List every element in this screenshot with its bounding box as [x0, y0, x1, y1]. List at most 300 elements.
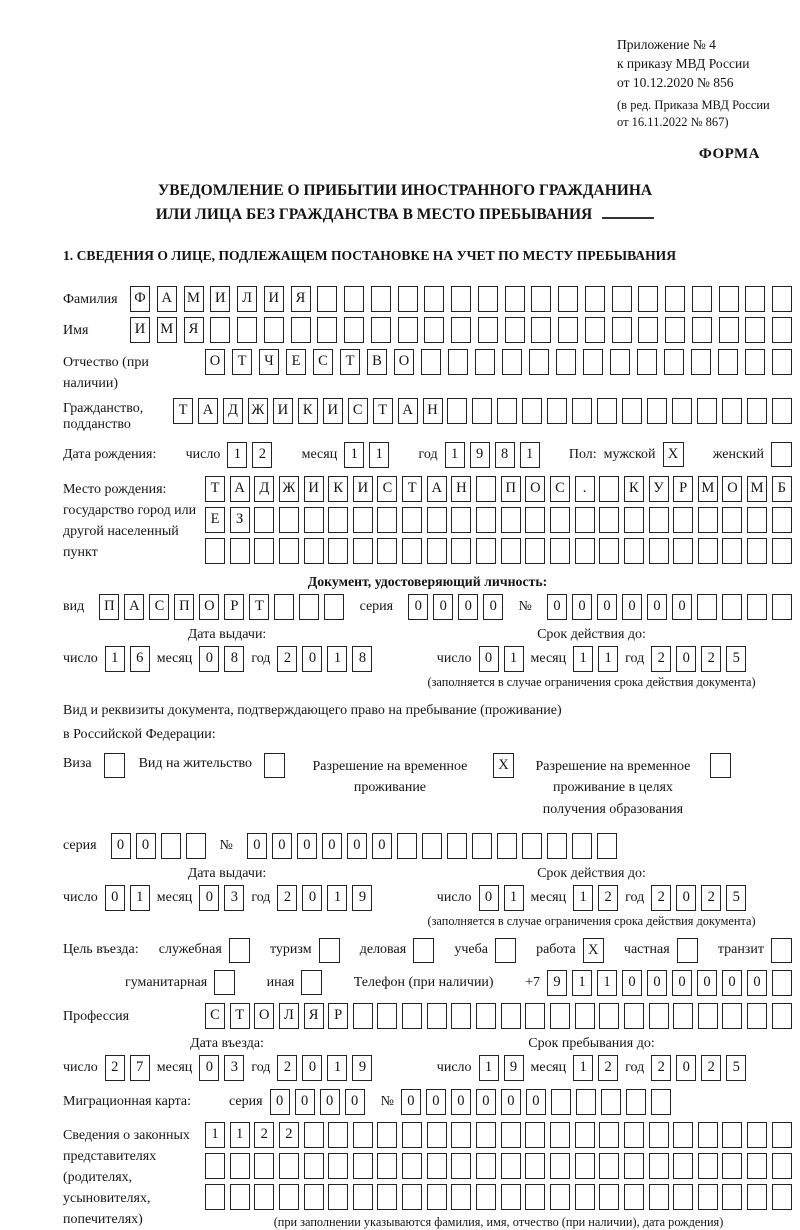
- char-cell[interactable]: [575, 1184, 595, 1210]
- char-cell[interactable]: [353, 1153, 373, 1179]
- char-cell[interactable]: 8: [352, 646, 372, 672]
- char-cell[interactable]: 0: [572, 594, 592, 620]
- char-cell[interactable]: 0: [111, 833, 131, 859]
- purpose-other-checkbox[interactable]: [301, 970, 322, 995]
- char-cell[interactable]: Т: [205, 476, 225, 502]
- char-cell[interactable]: [230, 1153, 250, 1179]
- char-cell[interactable]: И: [210, 286, 230, 312]
- char-cell[interactable]: [427, 1153, 447, 1179]
- char-cell[interactable]: .: [575, 476, 595, 502]
- char-cell[interactable]: [501, 1153, 521, 1179]
- char-cell[interactable]: 1: [327, 885, 347, 911]
- char-cell[interactable]: 0: [199, 646, 219, 672]
- char-cell[interactable]: А: [230, 476, 250, 502]
- char-cell[interactable]: 0: [622, 594, 642, 620]
- char-cell[interactable]: [747, 538, 767, 564]
- char-cell[interactable]: [497, 833, 517, 859]
- char-cell[interactable]: О: [254, 1003, 274, 1029]
- char-cell[interactable]: 0: [722, 970, 742, 996]
- char-cell[interactable]: [398, 286, 418, 312]
- char-cell[interactable]: 0: [597, 594, 617, 620]
- purpose-business-checkbox[interactable]: [413, 938, 434, 963]
- char-cell[interactable]: [722, 1122, 742, 1148]
- char-cell[interactable]: 9: [352, 885, 372, 911]
- char-cell[interactable]: 0: [401, 1089, 421, 1115]
- char-cell[interactable]: [575, 1122, 595, 1148]
- char-cell[interactable]: [501, 1184, 521, 1210]
- char-cell[interactable]: [597, 398, 617, 424]
- char-cell[interactable]: [476, 507, 496, 533]
- char-cell[interactable]: [497, 398, 517, 424]
- char-cell[interactable]: [638, 286, 658, 312]
- char-cell[interactable]: [317, 286, 337, 312]
- char-cell[interactable]: Н: [423, 398, 443, 424]
- char-cell[interactable]: [572, 833, 592, 859]
- char-cell[interactable]: [722, 594, 742, 620]
- char-cell[interactable]: [747, 507, 767, 533]
- char-cell[interactable]: [665, 286, 685, 312]
- char-cell[interactable]: 9: [547, 970, 567, 996]
- char-cell[interactable]: [624, 1184, 644, 1210]
- char-cell[interactable]: 0: [433, 594, 453, 620]
- char-cell[interactable]: 9: [352, 1055, 372, 1081]
- char-cell[interactable]: [427, 1184, 447, 1210]
- char-cell[interactable]: [747, 1003, 767, 1029]
- char-cell[interactable]: [264, 317, 284, 343]
- char-cell[interactable]: З: [230, 507, 250, 533]
- char-cell[interactable]: [612, 317, 632, 343]
- char-cell[interactable]: [451, 286, 471, 312]
- char-cell[interactable]: [451, 507, 471, 533]
- char-cell[interactable]: Ч: [259, 349, 279, 375]
- char-cell[interactable]: 2: [277, 1055, 297, 1081]
- char-cell[interactable]: 2: [598, 885, 618, 911]
- char-cell[interactable]: [424, 286, 444, 312]
- char-cell[interactable]: [745, 286, 765, 312]
- char-cell[interactable]: [377, 1122, 397, 1148]
- char-cell[interactable]: [254, 1184, 274, 1210]
- char-cell[interactable]: [421, 349, 441, 375]
- char-cell[interactable]: [447, 398, 467, 424]
- char-cell[interactable]: [772, 1003, 792, 1029]
- char-cell[interactable]: [531, 317, 551, 343]
- char-cell[interactable]: [665, 317, 685, 343]
- char-cell[interactable]: 2: [105, 1055, 125, 1081]
- char-cell[interactable]: 1: [130, 885, 150, 911]
- char-cell[interactable]: [371, 286, 391, 312]
- char-cell[interactable]: 0: [676, 1055, 696, 1081]
- char-cell[interactable]: [475, 349, 495, 375]
- char-cell[interactable]: [476, 1122, 496, 1148]
- char-cell[interactable]: [230, 538, 250, 564]
- char-cell[interactable]: [772, 286, 792, 312]
- char-cell[interactable]: [448, 349, 468, 375]
- char-cell[interactable]: 3: [224, 885, 244, 911]
- char-cell[interactable]: [279, 507, 299, 533]
- char-cell[interactable]: [747, 398, 767, 424]
- char-cell[interactable]: [451, 1184, 471, 1210]
- char-cell[interactable]: [697, 594, 717, 620]
- char-cell[interactable]: [353, 1184, 373, 1210]
- char-cell[interactable]: Я: [304, 1003, 324, 1029]
- char-cell[interactable]: [601, 1089, 621, 1115]
- char-cell[interactable]: [624, 538, 644, 564]
- char-cell[interactable]: [599, 538, 619, 564]
- char-cell[interactable]: 0: [136, 833, 156, 859]
- char-cell[interactable]: 0: [295, 1089, 315, 1115]
- char-cell[interactable]: 1: [504, 885, 524, 911]
- char-cell[interactable]: 6: [130, 646, 150, 672]
- char-cell[interactable]: 2: [598, 1055, 618, 1081]
- char-cell[interactable]: [529, 349, 549, 375]
- char-cell[interactable]: [575, 1153, 595, 1179]
- char-cell[interactable]: Ф: [130, 286, 150, 312]
- char-cell[interactable]: [649, 1184, 669, 1210]
- char-cell[interactable]: С: [348, 398, 368, 424]
- char-cell[interactable]: М: [184, 286, 204, 312]
- char-cell[interactable]: И: [323, 398, 343, 424]
- char-cell[interactable]: [328, 1153, 348, 1179]
- char-cell[interactable]: 0: [247, 833, 267, 859]
- char-cell[interactable]: 8: [495, 442, 515, 468]
- char-cell[interactable]: [476, 1003, 496, 1029]
- char-cell[interactable]: [210, 317, 230, 343]
- char-cell[interactable]: 1: [598, 646, 618, 672]
- char-cell[interactable]: [550, 1184, 570, 1210]
- char-cell[interactable]: 0: [476, 1089, 496, 1115]
- char-cell[interactable]: 1: [573, 1055, 593, 1081]
- char-cell[interactable]: [572, 398, 592, 424]
- char-cell[interactable]: [279, 1153, 299, 1179]
- char-cell[interactable]: У: [649, 476, 669, 502]
- char-cell[interactable]: 0: [302, 1055, 322, 1081]
- char-cell[interactable]: 1: [479, 1055, 499, 1081]
- char-cell[interactable]: [585, 286, 605, 312]
- char-cell[interactable]: 1: [327, 646, 347, 672]
- char-cell[interactable]: [476, 1184, 496, 1210]
- char-cell[interactable]: 0: [426, 1089, 446, 1115]
- char-cell[interactable]: [274, 594, 294, 620]
- sex-male-checkbox[interactable]: X: [663, 442, 684, 467]
- char-cell[interactable]: 0: [501, 1089, 521, 1115]
- char-cell[interactable]: [476, 476, 496, 502]
- char-cell[interactable]: М: [157, 317, 177, 343]
- char-cell[interactable]: [279, 538, 299, 564]
- char-cell[interactable]: К: [328, 476, 348, 502]
- char-cell[interactable]: [317, 317, 337, 343]
- char-cell[interactable]: И: [273, 398, 293, 424]
- char-cell[interactable]: 2: [651, 646, 671, 672]
- char-cell[interactable]: [451, 1153, 471, 1179]
- char-cell[interactable]: [505, 286, 525, 312]
- char-cell[interactable]: [772, 317, 792, 343]
- char-cell[interactable]: [422, 833, 442, 859]
- char-cell[interactable]: [649, 538, 669, 564]
- char-cell[interactable]: [205, 538, 225, 564]
- char-cell[interactable]: 2: [701, 1055, 721, 1081]
- char-cell[interactable]: [478, 317, 498, 343]
- char-cell[interactable]: П: [174, 594, 194, 620]
- char-cell[interactable]: [673, 538, 693, 564]
- char-cell[interactable]: [377, 538, 397, 564]
- char-cell[interactable]: [501, 538, 521, 564]
- char-cell[interactable]: Л: [237, 286, 257, 312]
- char-cell[interactable]: [377, 507, 397, 533]
- char-cell[interactable]: С: [313, 349, 333, 375]
- char-cell[interactable]: Т: [232, 349, 252, 375]
- char-cell[interactable]: [254, 507, 274, 533]
- char-cell[interactable]: Н: [451, 476, 471, 502]
- char-cell[interactable]: [427, 1122, 447, 1148]
- char-cell[interactable]: 0: [672, 970, 692, 996]
- char-cell[interactable]: [664, 349, 684, 375]
- char-cell[interactable]: 0: [676, 885, 696, 911]
- char-cell[interactable]: [638, 317, 658, 343]
- char-cell[interactable]: [525, 1153, 545, 1179]
- char-cell[interactable]: [575, 538, 595, 564]
- char-cell[interactable]: [697, 398, 717, 424]
- char-cell[interactable]: 2: [701, 646, 721, 672]
- char-cell[interactable]: [205, 1184, 225, 1210]
- char-cell[interactable]: 2: [701, 885, 721, 911]
- char-cell[interactable]: 9: [504, 1055, 524, 1081]
- char-cell[interactable]: [722, 398, 742, 424]
- char-cell[interactable]: [427, 507, 447, 533]
- char-cell[interactable]: [328, 507, 348, 533]
- char-cell[interactable]: Ж: [248, 398, 268, 424]
- char-cell[interactable]: 0: [302, 885, 322, 911]
- char-cell[interactable]: [698, 1153, 718, 1179]
- char-cell[interactable]: [772, 507, 792, 533]
- char-cell[interactable]: [556, 349, 576, 375]
- char-cell[interactable]: [402, 1122, 422, 1148]
- char-cell[interactable]: [451, 317, 471, 343]
- char-cell[interactable]: [427, 538, 447, 564]
- temp-residence-education-checkbox[interactable]: [710, 753, 731, 778]
- char-cell[interactable]: 7: [130, 1055, 150, 1081]
- char-cell[interactable]: 1: [369, 442, 389, 468]
- char-cell[interactable]: 0: [105, 885, 125, 911]
- char-cell[interactable]: 5: [726, 646, 746, 672]
- char-cell[interactable]: И: [353, 476, 373, 502]
- char-cell[interactable]: [402, 538, 422, 564]
- char-cell[interactable]: 0: [647, 594, 667, 620]
- char-cell[interactable]: 0: [697, 970, 717, 996]
- char-cell[interactable]: [747, 1153, 767, 1179]
- char-cell[interactable]: Т: [402, 476, 422, 502]
- char-cell[interactable]: [647, 398, 667, 424]
- char-cell[interactable]: 5: [726, 885, 746, 911]
- char-cell[interactable]: [575, 1003, 595, 1029]
- char-cell[interactable]: [254, 1153, 274, 1179]
- char-cell[interactable]: И: [304, 476, 324, 502]
- purpose-official-checkbox[interactable]: [229, 938, 250, 963]
- char-cell[interactable]: [698, 1122, 718, 1148]
- char-cell[interactable]: [722, 1153, 742, 1179]
- char-cell[interactable]: [531, 286, 551, 312]
- char-cell[interactable]: Р: [328, 1003, 348, 1029]
- purpose-private-checkbox[interactable]: [677, 938, 698, 963]
- char-cell[interactable]: П: [501, 476, 521, 502]
- char-cell[interactable]: [719, 286, 739, 312]
- char-cell[interactable]: [599, 1184, 619, 1210]
- char-cell[interactable]: 2: [651, 1055, 671, 1081]
- char-cell[interactable]: [551, 1089, 571, 1115]
- char-cell[interactable]: [622, 398, 642, 424]
- char-cell[interactable]: [599, 507, 619, 533]
- char-cell[interactable]: [599, 476, 619, 502]
- char-cell[interactable]: [624, 1153, 644, 1179]
- char-cell[interactable]: [344, 317, 364, 343]
- char-cell[interactable]: К: [624, 476, 644, 502]
- char-cell[interactable]: [649, 1153, 669, 1179]
- char-cell[interactable]: 0: [199, 885, 219, 911]
- char-cell[interactable]: [353, 507, 373, 533]
- char-cell[interactable]: [722, 538, 742, 564]
- char-cell[interactable]: [624, 1122, 644, 1148]
- char-cell[interactable]: 2: [277, 646, 297, 672]
- char-cell[interactable]: [576, 1089, 596, 1115]
- char-cell[interactable]: [505, 317, 525, 343]
- char-cell[interactable]: [772, 1153, 792, 1179]
- char-cell[interactable]: [550, 1122, 570, 1148]
- char-cell[interactable]: [747, 1184, 767, 1210]
- char-cell[interactable]: 1: [230, 1122, 250, 1148]
- char-cell[interactable]: [502, 349, 522, 375]
- char-cell[interactable]: [402, 1184, 422, 1210]
- char-cell[interactable]: [747, 1122, 767, 1148]
- char-cell[interactable]: [304, 1122, 324, 1148]
- char-cell[interactable]: [698, 1003, 718, 1029]
- char-cell[interactable]: [772, 538, 792, 564]
- char-cell[interactable]: 0: [272, 833, 292, 859]
- char-cell[interactable]: [718, 349, 738, 375]
- char-cell[interactable]: 0: [451, 1089, 471, 1115]
- char-cell[interactable]: [525, 1184, 545, 1210]
- char-cell[interactable]: [612, 286, 632, 312]
- char-cell[interactable]: 1: [573, 646, 593, 672]
- char-cell[interactable]: [673, 1153, 693, 1179]
- char-cell[interactable]: [525, 1122, 545, 1148]
- purpose-study-checkbox[interactable]: [495, 938, 516, 963]
- char-cell[interactable]: [328, 538, 348, 564]
- char-cell[interactable]: 0: [479, 885, 499, 911]
- char-cell[interactable]: [324, 594, 344, 620]
- char-cell[interactable]: О: [199, 594, 219, 620]
- char-cell[interactable]: [772, 1184, 792, 1210]
- char-cell[interactable]: Р: [673, 476, 693, 502]
- char-cell[interactable]: 2: [651, 885, 671, 911]
- char-cell[interactable]: [772, 594, 792, 620]
- char-cell[interactable]: [377, 1153, 397, 1179]
- char-cell[interactable]: 2: [254, 1122, 274, 1148]
- char-cell[interactable]: [377, 1184, 397, 1210]
- char-cell[interactable]: Р: [224, 594, 244, 620]
- char-cell[interactable]: 0: [747, 970, 767, 996]
- char-cell[interactable]: [719, 317, 739, 343]
- char-cell[interactable]: Т: [173, 398, 193, 424]
- char-cell[interactable]: О: [722, 476, 742, 502]
- char-cell[interactable]: [547, 833, 567, 859]
- char-cell[interactable]: [772, 1122, 792, 1148]
- char-cell[interactable]: [344, 286, 364, 312]
- char-cell[interactable]: А: [398, 398, 418, 424]
- char-cell[interactable]: [692, 317, 712, 343]
- char-cell[interactable]: Е: [286, 349, 306, 375]
- char-cell[interactable]: [610, 349, 630, 375]
- char-cell[interactable]: [476, 538, 496, 564]
- char-cell[interactable]: Л: [279, 1003, 299, 1029]
- char-cell[interactable]: О: [205, 349, 225, 375]
- char-cell[interactable]: [476, 1153, 496, 1179]
- char-cell[interactable]: 0: [345, 1089, 365, 1115]
- char-cell[interactable]: [478, 286, 498, 312]
- char-cell[interactable]: 5: [726, 1055, 746, 1081]
- char-cell[interactable]: [673, 507, 693, 533]
- temp-residence-checkbox[interactable]: X: [493, 753, 514, 778]
- char-cell[interactable]: [649, 507, 669, 533]
- char-cell[interactable]: О: [525, 476, 545, 502]
- char-cell[interactable]: [424, 317, 444, 343]
- char-cell[interactable]: [599, 1003, 619, 1029]
- char-cell[interactable]: 8: [224, 646, 244, 672]
- char-cell[interactable]: [722, 1184, 742, 1210]
- purpose-humanitarian-checkbox[interactable]: [214, 970, 235, 995]
- char-cell[interactable]: [651, 1089, 671, 1115]
- char-cell[interactable]: 1: [597, 970, 617, 996]
- char-cell[interactable]: [328, 1122, 348, 1148]
- char-cell[interactable]: К: [298, 398, 318, 424]
- char-cell[interactable]: 0: [479, 646, 499, 672]
- char-cell[interactable]: [525, 507, 545, 533]
- char-cell[interactable]: 1: [327, 1055, 347, 1081]
- char-cell[interactable]: 1: [573, 885, 593, 911]
- char-cell[interactable]: 2: [252, 442, 272, 468]
- char-cell[interactable]: [698, 538, 718, 564]
- char-cell[interactable]: [525, 1003, 545, 1029]
- char-cell[interactable]: [377, 1003, 397, 1029]
- char-cell[interactable]: [547, 398, 567, 424]
- char-cell[interactable]: Т: [249, 594, 269, 620]
- char-cell[interactable]: 2: [277, 885, 297, 911]
- char-cell[interactable]: 0: [320, 1089, 340, 1115]
- char-cell[interactable]: [550, 1003, 570, 1029]
- char-cell[interactable]: 0: [199, 1055, 219, 1081]
- char-cell[interactable]: [550, 1153, 570, 1179]
- char-cell[interactable]: [745, 349, 765, 375]
- char-cell[interactable]: [624, 507, 644, 533]
- char-cell[interactable]: Б: [772, 476, 792, 502]
- char-cell[interactable]: Я: [291, 286, 311, 312]
- char-cell[interactable]: 0: [526, 1089, 546, 1115]
- char-cell[interactable]: 0: [302, 646, 322, 672]
- char-cell[interactable]: [692, 286, 712, 312]
- char-cell[interactable]: 1: [344, 442, 364, 468]
- char-cell[interactable]: А: [124, 594, 144, 620]
- char-cell[interactable]: [353, 1003, 373, 1029]
- char-cell[interactable]: [624, 1003, 644, 1029]
- char-cell[interactable]: О: [394, 349, 414, 375]
- char-cell[interactable]: [525, 538, 545, 564]
- char-cell[interactable]: 0: [372, 833, 392, 859]
- char-cell[interactable]: [585, 317, 605, 343]
- char-cell[interactable]: [698, 1184, 718, 1210]
- sex-female-checkbox[interactable]: [771, 442, 792, 467]
- char-cell[interactable]: С: [550, 476, 570, 502]
- char-cell[interactable]: [772, 349, 792, 375]
- char-cell[interactable]: А: [427, 476, 447, 502]
- char-cell[interactable]: [501, 507, 521, 533]
